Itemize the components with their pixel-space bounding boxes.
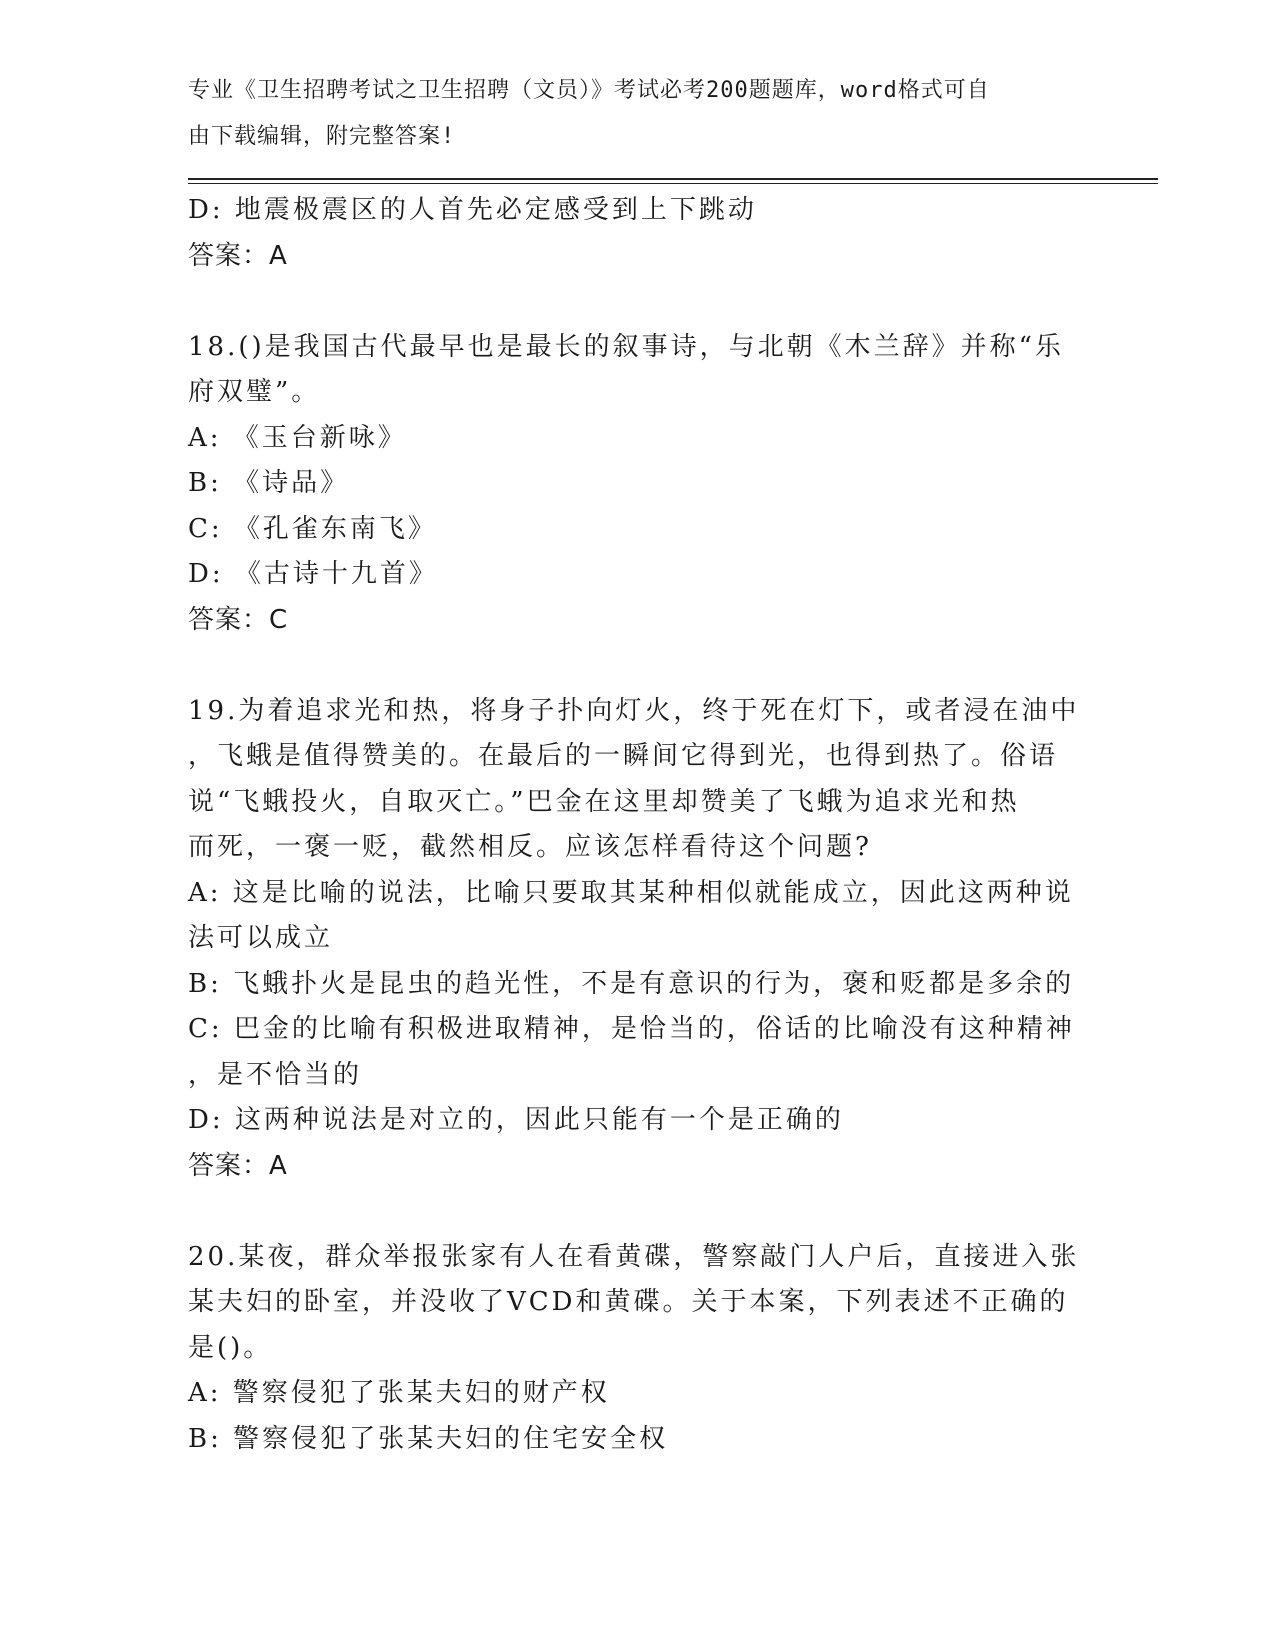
q19-answer: 答案：A	[188, 1150, 288, 1181]
header-line-2: 由下载编辑，附完整答案!	[188, 123, 456, 149]
q20-stem-line-3: 是()。	[188, 1332, 273, 1363]
q18-option-a: A: 《玉台新咏》	[188, 422, 407, 453]
q19-option-a-line-2: 法可以成立	[188, 923, 334, 953]
q18-option-b: B: 《诗品》	[188, 468, 350, 498]
header-line-1: 专业《卫生招聘考试之卫生招聘（文员）》考试必考200题题库，word格式可自	[188, 78, 990, 103]
q19-option-d: D: 这两种说法是对立的，因此只能有一个是正确的	[188, 1105, 844, 1135]
q18-answer: 答案：C	[188, 604, 289, 635]
page-header	[188, 72, 1088, 163]
question-gap	[188, 643, 1068, 689]
question-17-tail	[188, 188, 1068, 279]
q19-option-b: B: 飞蛾扑火是昆虫的趋光性，不是有意识的行为，褒和贬都是多余的	[188, 968, 1075, 999]
q19-stem-line-2: ，飞蛾是值得赞美的。在最后的一瞬间它得到光，也得到热了。俗语	[188, 741, 1059, 771]
q19-option-c-line-2: ，是不恰当的	[188, 1059, 363, 1090]
q18-stem-line-1: 18.()是我国古代最早也是最长的叙事诗，与北朝《木兰辞》并称“乐	[188, 331, 1064, 362]
header-divider-thin	[188, 183, 1158, 184]
question-content	[188, 188, 1080, 1462]
q18-option-c: C: 《孔雀东南飞》	[188, 513, 437, 544]
q19-stem-line-3: 说“飞蛾投火，自取灭亡。”巴金在这里却赞美了飞蛾为追求光和热	[188, 786, 1020, 817]
question-18	[188, 325, 1068, 644]
header-divider-thick	[188, 178, 1158, 180]
q19-stem-line-1: 19.为着追求光和热，将身子扑向灯火，终于死在灯下，或者浸在油中	[188, 695, 1080, 726]
q20-option-b: B: 警察侵犯了张某夫妇的住宅安全权	[188, 1423, 669, 1454]
q20-stem-line-2: 某夫妇的卧室，并没收了VCD和黄碟。关于本案，下列表述不正确的	[188, 1287, 1069, 1317]
q17-answer: 答案：A	[188, 240, 288, 271]
question-gap	[188, 1189, 1068, 1235]
q19-stem-line-4: 而死，一褒一贬，截然相反。应该怎样看待这个问题?	[188, 832, 872, 862]
q19-option-a-line-1: A: 这是比喻的说法，比喻只要取其某种相似就能成立，因此这两种说	[188, 877, 1074, 908]
q19-option-c-line-1: C: 巴金的比喻有积极进取精神，是恰当的，俗话的比喻没有这种精神	[188, 1014, 1075, 1044]
q18-option-d: D: 《古诗十九首》	[188, 559, 438, 589]
q20-stem-line-1: 20.某夜，群众举报张家有人在看黄碟，警察敲门人户后，直接进入张	[188, 1241, 1080, 1272]
question-20	[188, 1235, 1080, 1463]
question-19	[188, 689, 1080, 1190]
q20-option-a: A: 警察侵犯了张某夫妇的财产权	[188, 1378, 610, 1408]
question-gap	[188, 279, 1068, 325]
q17-option-d: D: 地震极震区的人首先必定感受到上下跳动	[188, 195, 757, 225]
q18-stem-line-2: 府双璧”。	[188, 377, 321, 407]
